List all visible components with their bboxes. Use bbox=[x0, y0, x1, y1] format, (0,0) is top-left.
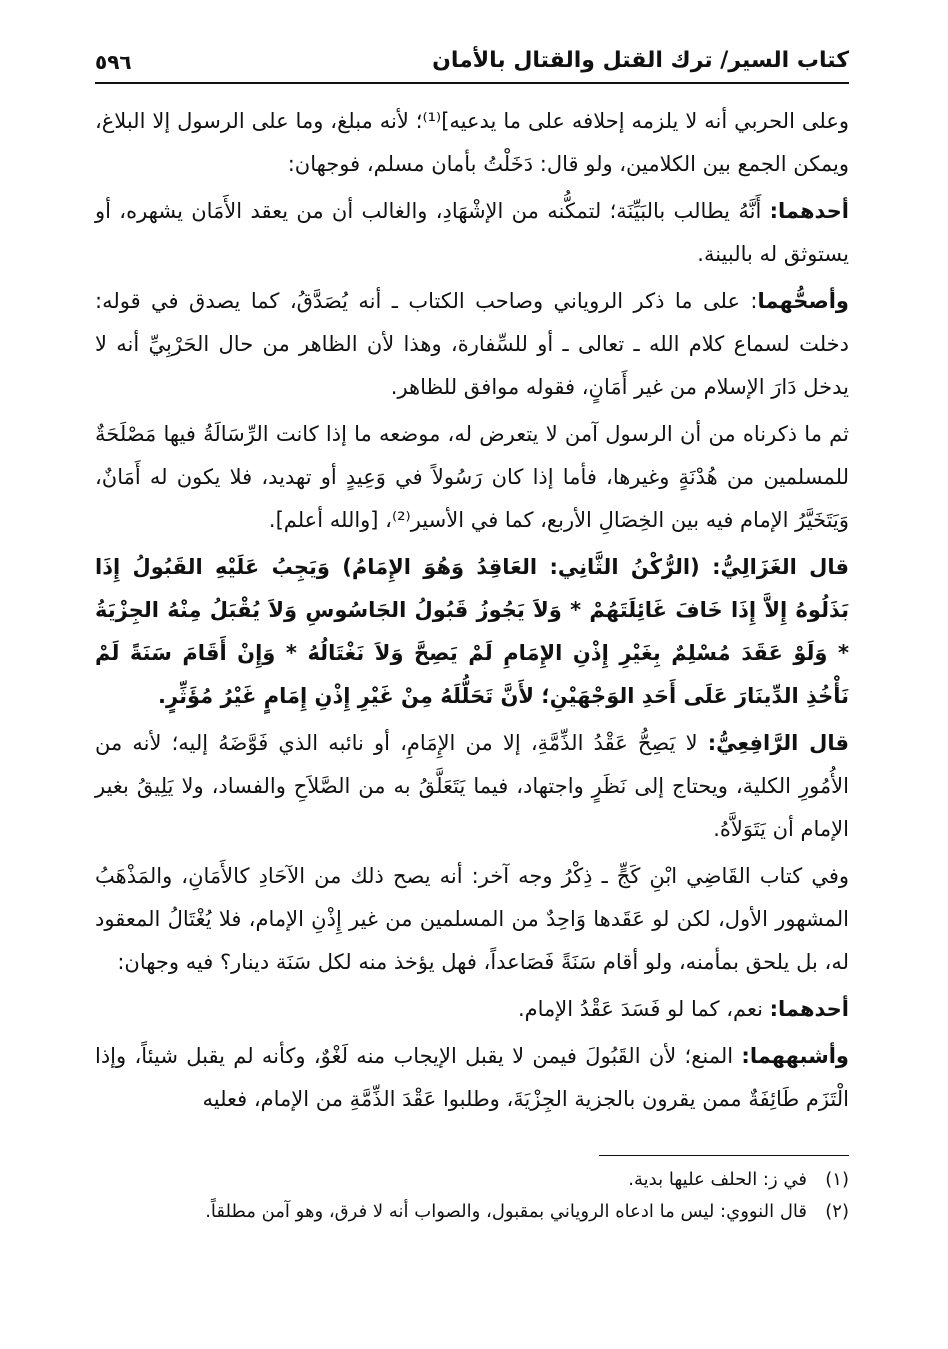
paragraph-text: المنع؛ لأن القَبُولَ فيمن لا يقبل الإيجاب منه لَغْوٌ، وكأنه لم يقبل شيئاً، وإذا الْتَزَم طَائِفَةٌ ممن يقرون بالجزية الجِزْيَةَ، وطلبوا عَقْدَ الذِّمَّةِ من الإمام، فعليه bbox=[95, 1044, 849, 1111]
paragraph-lead: قال الغَزَالِيُّ: bbox=[712, 555, 849, 579]
paragraph-lead: قال الرَّافِعِيُّ: bbox=[707, 731, 849, 755]
paragraph bbox=[95, 413, 849, 542]
paragraph-text: (الرُّكْنُ الثَّانِي: العَاقِدُ وَهُوَ الإِمَامُ) وَيَجِبُ عَلَيْهِ القَبُولُ إِذَا بَذَلُوهُ إِلاَّ إِذَا خَافَ غَائِلَتَهُمْ * وَلاَ يَجُوزُ قَبُولُ الجَاسُوسِ وَلاَ يُقْبَلُ مِنْهُ الجِزْيَةُ * وَلَوْ عَقَدَ مُسْلِمٌ بِغَيْرِ إِذْنِ الإِمَامِ لَمْ يَصِحَّ وَلاَ نَغْتَالُهُ * وَإِنْ أَقَامَ سَنَةً لَمْ نَأْخُذِ الدِّينَارَ عَلَى أَحَدِ الوَجْهَيْنِ؛ لأَنَّ تَحَلُّلَهُ مِنْ غَيْرِ إِذْنِ إِمَامٍ غَيْرُ مُؤَثِّرٍ. bbox=[95, 555, 849, 708]
paragraph-text: نعم، كما لو فَسَدَ عَقْدُ الإمام. bbox=[517, 997, 770, 1021]
footnote-text: في ز: الحلف عليها بدية. bbox=[628, 1169, 807, 1190]
paragraph-lead: أحدهما: bbox=[769, 997, 849, 1021]
main-text bbox=[95, 100, 849, 1121]
paragraph-text: وفي كتاب القَاضِي ابْنِ كَجٍّ ـ ذِكْرُ وجه آخر: أنه يصح ذلك من الآحَادِ كالأَمَانِ، والمَذْهَبُ المشهور الأول، لكن لو عَقَدها وَاحِدٌ من المسلمين من غير إِذْنِ الإمام، فلا يُغْتَالُ المعقود له، بل يلحق بمأمنه، ولو أقام سَنَةً فَصَاعداً، فهل يؤخذ منه لكل سَنَة دينار؟ فيه وجهان: bbox=[95, 864, 849, 974]
paragraph-text: وعلى الحربي أنه لا يلزمه إحلافه على ما يدعيه]⁽¹⁾؛ لأنه مبلغ، وما على الرسول إلا البلاغ، ويمكن الجمع بين الكلامين، ولو قال: دَخَلْتُ بأمان مسلم، فوجهان: bbox=[95, 109, 849, 176]
footnote-text: قال النووي: ليس ما ادعاه الروياني بمقبول، والصواب أنه لا فرق، وهو آمن مطلقاً. bbox=[205, 1201, 807, 1222]
paragraph-lead: وأصحُّهما bbox=[757, 289, 849, 313]
footnote-number: (١) bbox=[825, 1169, 849, 1190]
paragraph bbox=[95, 855, 849, 984]
paragraph bbox=[95, 100, 849, 186]
paragraph bbox=[95, 280, 849, 409]
page-header bbox=[95, 42, 849, 84]
paragraph-lead: أحدهما: bbox=[769, 199, 849, 223]
paragraph-lead: وأشبههما: bbox=[741, 1044, 849, 1068]
footnote-separator bbox=[599, 1155, 849, 1156]
running-title: كتاب السير/ ترك القتل والقتال بالأمان bbox=[432, 48, 849, 73]
page-number: ٥٩٦ bbox=[95, 50, 132, 74]
paragraph bbox=[95, 988, 849, 1031]
paragraph bbox=[95, 190, 849, 276]
paragraph-text: لا يَصِحُّ عَقْدُ الذِّمَّةِ، إلا من الإِمَامِ، أو نائبه الذي فَوَّضَهُ إليه؛ لأنه من الأُمُورِ الكلية، ويحتاج إلى نَظَرٍ واجتهاد، فيما يَتَعَلَّقُ به من الصَّلاَحِ والفساد، ولا يَلِيقُ بغير الإمام أن يَتَوَلاَّهُ. bbox=[95, 731, 849, 841]
page bbox=[95, 42, 849, 1228]
footnote bbox=[95, 1196, 849, 1228]
footnote bbox=[95, 1164, 849, 1196]
paragraph-text: أَنَّهُ يطالب بالبَيِّنَة؛ لتمكُّنه من الإشْهَادِ، والغالب أن من يعقد الأَمَان يشهره، أو يستوثق له بالبينة. bbox=[95, 199, 849, 266]
footnote-number: (٢) bbox=[825, 1201, 849, 1222]
paragraph bbox=[95, 1035, 849, 1121]
paragraph bbox=[95, 722, 849, 851]
paragraph-text: : على ما ذكر الروياني وصاحب الكتاب ـ أنه يُصَدَّقُ، كما يصدق في قوله: دخلت لسماع كلام الله ـ تعالى ـ أو للسِّفارة، وهذا لأن الظاهر من حال الحَرْبِيِّ أنه لا يدخل دَارَ الإسلام من غير أَمَانٍ، فقوله موافق للظاهر. bbox=[95, 289, 849, 399]
paragraph-text: ثم ما ذكرناه من أن الرسول آمن لا يتعرض له، موضعه ما إذا كانت الرِّسَالَةُ فيها مَصْلَحَةٌ للمسلمين من هُدْنَةٍ وغيرها، فأما إذا كان رَسُولاً في وَعِيدٍ أو تهديد، فلا يكون له أَمَانٌ، وَيَتَخَيَّرُ الإمام فيه بين الخِصَالِ الأربع، كما في الأسير⁽²⁾، [والله أعلم]. bbox=[95, 422, 849, 532]
footnotes bbox=[95, 1164, 849, 1228]
paragraph bbox=[95, 546, 849, 718]
